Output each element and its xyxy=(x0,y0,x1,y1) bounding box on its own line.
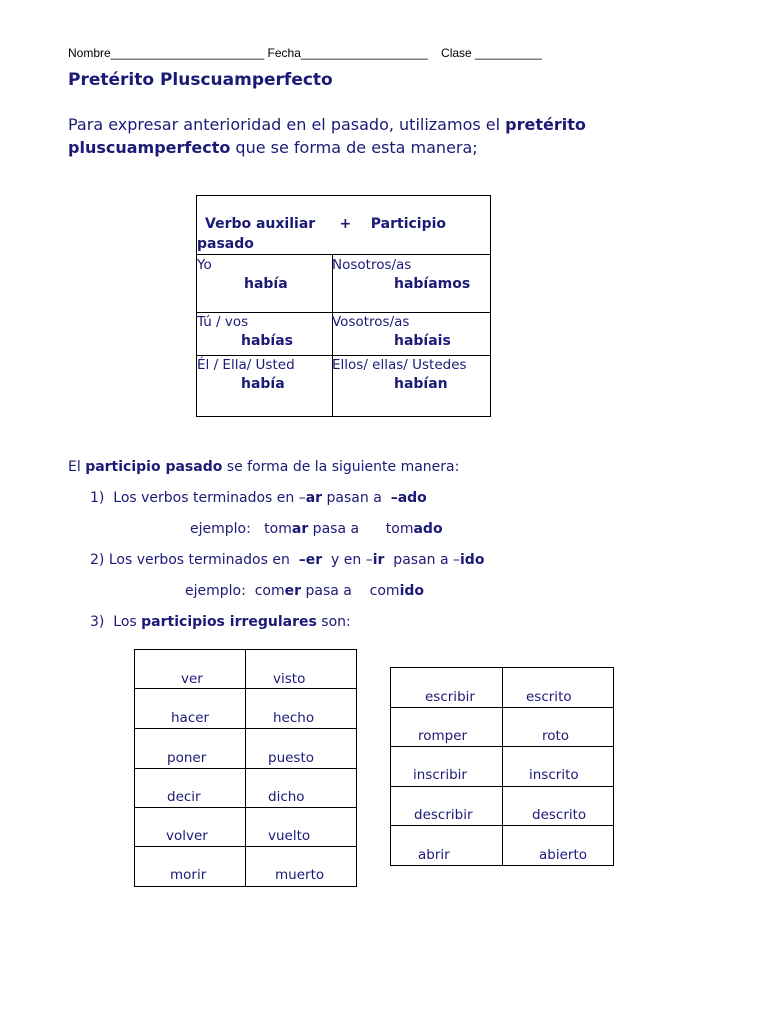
table-divider xyxy=(391,825,613,826)
intro-paragraph xyxy=(68,113,688,159)
table-divider xyxy=(391,746,613,747)
rule-result-ending: ido xyxy=(460,552,485,568)
form-habia-2: había xyxy=(241,376,285,392)
verb-cell: escribir xyxy=(425,689,475,705)
pronoun-ellos: Ellos/ ellas/ Ustedes xyxy=(332,357,467,373)
example-ending: er xyxy=(284,583,302,599)
pronoun-el: Él / Ella/ Usted xyxy=(197,357,295,373)
rule-1 xyxy=(90,490,427,506)
rule-ending: ir xyxy=(372,552,385,568)
intro-text-2: que se forma de esta manera; xyxy=(230,138,478,157)
form-habiamos: habíamos xyxy=(394,276,471,292)
fecha-field: Fecha___________________ xyxy=(267,46,428,60)
rule-ending: –er xyxy=(298,552,323,568)
conjugation-header-line1: Verbo auxiliar + Participio xyxy=(205,216,447,232)
form-habian: habían xyxy=(394,376,448,392)
example-text: pasa a xyxy=(301,583,352,599)
example-label: ejemplo: xyxy=(190,521,251,537)
worksheet-header xyxy=(68,46,542,60)
participle-cell: roto xyxy=(542,728,570,744)
pronoun-nosotros: Nosotros/as xyxy=(332,257,412,273)
table-divider xyxy=(135,688,356,689)
rule-text: pasan a – xyxy=(384,552,460,568)
clase-field: Clase __________ xyxy=(441,46,542,60)
rule-text: Los xyxy=(113,614,142,630)
verb-cell: volver xyxy=(166,828,208,844)
nombre-field: Nombre_______________________ xyxy=(68,46,265,60)
verb-cell: romper xyxy=(418,728,468,744)
table-divider xyxy=(135,728,356,729)
participle-intro xyxy=(68,459,459,475)
participle-cell: puesto xyxy=(268,750,315,766)
verb-cell: ver xyxy=(181,671,203,687)
pronoun-vosotros: Vosotros/as xyxy=(332,314,410,330)
example-1 xyxy=(190,521,443,537)
form-habia: había xyxy=(244,276,288,292)
example-ending: ar xyxy=(291,521,309,537)
verb-cell: inscribir xyxy=(413,767,467,783)
rule-number: 2) xyxy=(90,552,105,568)
table-column-divider xyxy=(502,668,503,865)
example-stem: tom xyxy=(385,521,414,537)
rule-2 xyxy=(90,552,484,568)
table-divider xyxy=(135,846,356,847)
verb-cell: hacer xyxy=(171,710,210,726)
table-divider xyxy=(197,254,490,255)
conjugation-header-line2: pasado xyxy=(197,236,254,252)
irregular-participles-table-right xyxy=(390,667,614,866)
table-divider xyxy=(391,786,613,787)
verb-cell: poner xyxy=(167,750,207,766)
example-stem: tom xyxy=(264,521,292,537)
participle-cell: dicho xyxy=(268,789,305,805)
form-habias: habías xyxy=(241,333,294,349)
participle-cell: hecho xyxy=(273,710,315,726)
example-stem: com xyxy=(254,583,285,599)
conjugation-table xyxy=(196,195,491,417)
rule-text: y en – xyxy=(322,552,373,568)
example-ending: ido xyxy=(399,583,425,599)
page-title: Pretérito Pluscuamperfecto xyxy=(68,70,333,90)
participle-cell: vuelto xyxy=(268,828,311,844)
intro-bold-term: pretérito pluscuamperfecto xyxy=(68,115,586,157)
participle-cell: inscrito xyxy=(529,767,579,783)
participle-intro-bold: participio pasado xyxy=(85,459,223,475)
rule-text: son: xyxy=(316,614,351,630)
participle-intro-text: El xyxy=(68,459,86,475)
irregular-participles-table-left xyxy=(134,649,357,887)
participle-cell: escrito xyxy=(526,689,572,705)
participle-cell: descrito xyxy=(532,807,587,823)
rule-text: Los verbos terminados en xyxy=(108,552,299,568)
example-text: pasa a xyxy=(308,521,360,537)
pronoun-tu: Tú / vos xyxy=(197,314,249,330)
rule-result-ending: –ado xyxy=(390,490,427,506)
example-ending: ado xyxy=(413,521,443,537)
participle-intro-text-2: se forma de la siguiente manera: xyxy=(222,459,460,475)
participle-cell: visto xyxy=(273,671,306,687)
participle-cell: muerto xyxy=(275,867,325,883)
rule-text: pasan a xyxy=(322,490,391,506)
table-divider xyxy=(135,768,356,769)
verb-cell: describir xyxy=(414,807,473,823)
rule-bold-term: participios irregulares xyxy=(141,614,317,630)
table-divider xyxy=(391,707,613,708)
intro-text-1: Para expresar anterioridad en el pasado, utilizamos el xyxy=(68,115,506,134)
table-column-divider xyxy=(332,255,333,416)
example-stem: com xyxy=(369,583,400,599)
rule-ending: ar xyxy=(305,490,323,506)
form-habiais: habíais xyxy=(394,333,451,349)
example-label: ejemplo: xyxy=(185,583,246,599)
verb-cell: abrir xyxy=(418,847,450,863)
verb-cell: morir xyxy=(170,867,207,883)
table-divider xyxy=(197,355,490,356)
example-2 xyxy=(185,583,424,599)
rule-text: Los verbos terminados en – xyxy=(113,490,306,506)
table-divider xyxy=(135,807,356,808)
verb-cell: decir xyxy=(167,789,201,805)
participle-cell: abierto xyxy=(539,847,588,863)
rule-number: 3) xyxy=(90,614,105,630)
rule-3 xyxy=(90,614,351,630)
pronoun-yo: Yo xyxy=(197,257,212,273)
table-divider xyxy=(197,312,490,313)
rule-number: 1) xyxy=(90,490,105,506)
